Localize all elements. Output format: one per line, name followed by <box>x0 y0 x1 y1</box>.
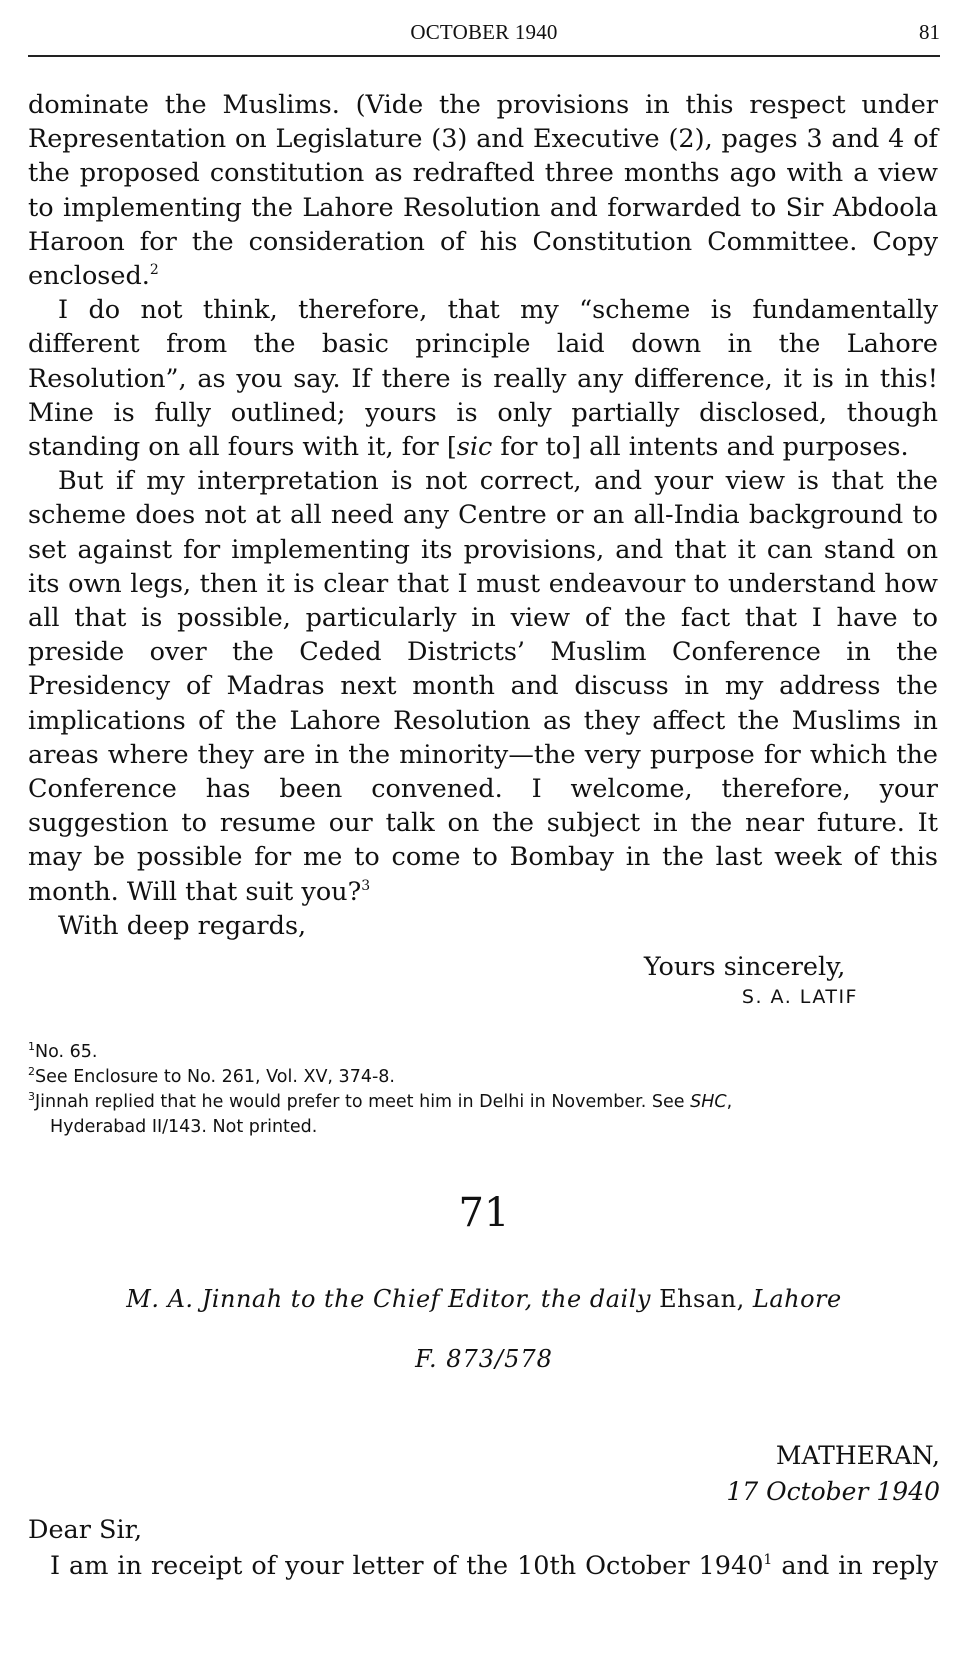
footnote-3-text-a: Jinnah replied that he would prefer to meet him in Delhi in November. See <box>35 1092 691 1112</box>
heading-part-1: M. A. Jinnah to the Chief Editor, the daily <box>126 1285 651 1313</box>
paragraph-2-text-a: I do not think, therefore, that my “scheme is fundamentally different from the basic principle laid down in the Lahore Resolution”, as you say. If there is really any difference, it is in this! Mine is fully outlined; yours is only partially disclosed, though standing on all fours with it, for [ <box>28 295 938 463</box>
signature: S. A. LATIF <box>741 986 858 1008</box>
page-number: 81 <box>919 20 940 44</box>
header-rule <box>28 55 940 57</box>
footnote-3-text-b: , <box>726 1092 733 1112</box>
paragraph-2-text-b: for to] all intents and purposes. <box>492 432 909 463</box>
footnote-ref-3: 3 <box>361 877 371 894</box>
footnote-3 <box>28 1090 908 1115</box>
opening-text-b: and in reply <box>772 1551 938 1581</box>
document-heading <box>0 1285 968 1313</box>
paragraph-3 <box>28 464 938 909</box>
footnote-2-text: See Enclosure to No. 261, Vol. XV, 374-8. <box>35 1067 395 1087</box>
heading-place: Lahore <box>752 1285 842 1313</box>
opening-text-a: I am in receipt of your letter of the 10th October 1940 <box>50 1551 764 1581</box>
opening-footnote-ref: 1 <box>763 1552 773 1568</box>
letter-body <box>28 88 938 943</box>
document-reference: F. 873/578 <box>415 1345 553 1373</box>
footnote-3-mark: 3 <box>28 1090 35 1103</box>
footnote-2-mark: 2 <box>28 1065 35 1078</box>
paragraph-2-italic: sic <box>456 432 493 463</box>
footnote-1 <box>28 1040 908 1065</box>
document-number: 71 <box>458 1190 510 1236</box>
running-head <box>28 14 940 50</box>
letter-closing <box>644 950 858 1008</box>
footnote-1-mark: 1 <box>28 1040 35 1053</box>
footnote-2 <box>28 1065 908 1090</box>
footnotes <box>28 1040 908 1140</box>
place-date <box>726 1438 940 1510</box>
running-head-title: OCTOBER 1940 <box>410 20 558 44</box>
salutation: Dear Sir, <box>28 1515 143 1545</box>
footnote-3-continuation: Hyderabad II/143. Not printed. <box>50 1117 318 1137</box>
paragraph-2 <box>28 293 938 464</box>
footnote-1-text: No. 65. <box>35 1042 98 1062</box>
paragraph-3-text: But if my interpretation is not correct, and your view is that the scheme does not at all need any Centre or an all-India background to set against for implementing its provisions, and that it can stand on its own legs, then it is clear that I must endeavour to understand how all that is possible, particularly in view of the fact that I have to preside over the Ceded Districts’ Muslim Conference in the Presidency of Madras next month and discuss in my address the implications of the Lahore Resolution as they affect the Muslims in areas where they are in the minority—the very purpose for which the Conference has been convened. I welcome, therefore, your suggestion to resume our talk on the subject in the near future. It may be possible for me to come to Bombay in the last week of this month. Will that suit you? <box>28 466 938 907</box>
paragraph-1-text: dominate the Muslims. (Vide the provisions in this respect under Representation on Legislature (3) and Executive (2), pages 3 and 4 of the proposed constitution as redrafted three months ago with a view to implementing the Lahore Resolution and forwarded to Sir Abdoola Haroon for the consideration of his Constitution Committee. Copy enclosed. <box>28 90 938 292</box>
paragraph-4: With deep regards, <box>58 910 307 941</box>
footnote-ref-2: 2 <box>149 262 159 279</box>
place: MATHERAN, <box>775 1441 940 1470</box>
heading-separator: , <box>736 1285 753 1313</box>
paragraph-1 <box>28 88 938 293</box>
heading-newspaper: Ehsan <box>659 1285 737 1313</box>
footnote-3-italic: SHC <box>690 1092 727 1112</box>
date: 17 October 1940 <box>726 1477 940 1506</box>
opening-line <box>50 1551 938 1581</box>
closing-phrase: Yours sincerely, <box>643 952 846 982</box>
